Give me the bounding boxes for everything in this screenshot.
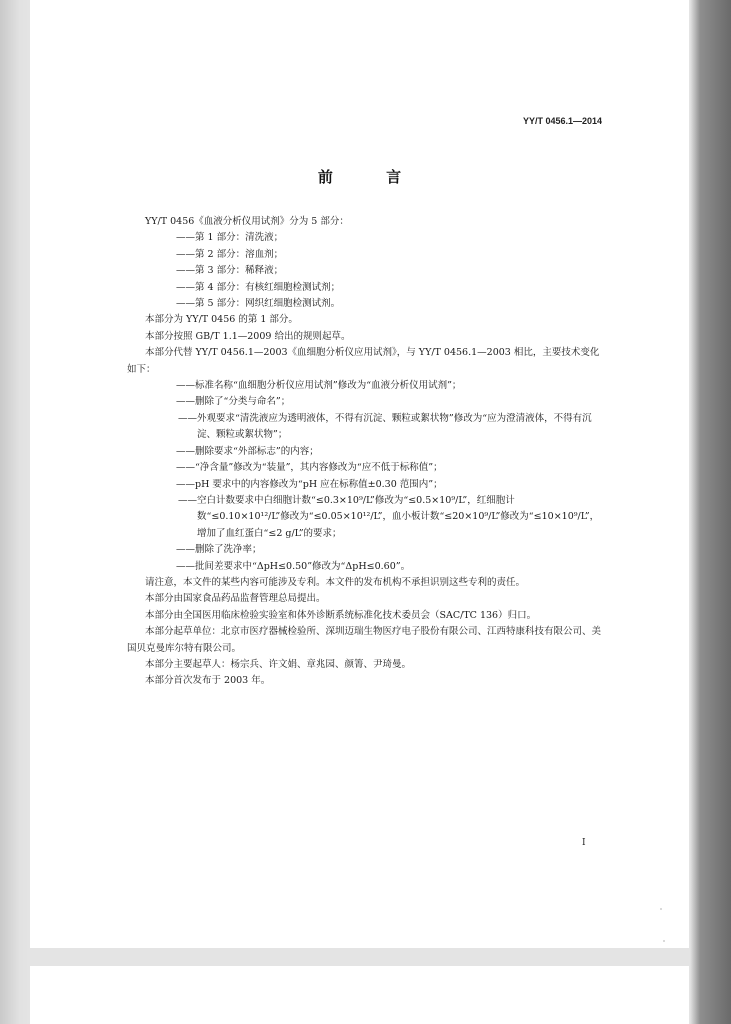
list-item: ——第 4 部分：有核红细胞检测试剂； <box>176 281 341 293</box>
list-item: ——标准名称“血细胞分析仪应用试剂”修改为“血液分析仪用试剂”； <box>176 380 462 392</box>
list-item: ——空白计数要求中白细胞计数“≤0.3×10⁹/L”修改为“≤0.5×10⁹/L”，红细胞计数“≤0.10×10¹²/L”修改为“≤0.05×10¹²/L”，血小板计数“≤20×10⁹/L”修改为“≤10×10⁹/L”，增加了血红蛋白“≤2 g/L”的要求； <box>178 494 600 539</box>
page-title: 前 言 <box>317 168 426 186</box>
body-line: 本部分由全国医用临床检验实验室和体外诊断系统标准化技术委员会（SAC/TC 136）归口。 <box>145 609 537 621</box>
body-line: 本部分主要起草人：杨宗兵、许文娟、章兆园、颜箐、尹琦曼。 <box>145 658 412 670</box>
list-item: ——删除了洗净率； <box>176 544 262 556</box>
body-line: 本部分按照 GB/T 1.1—2009 给出的规则起草。 <box>145 330 351 342</box>
list-item: ——pH 要求中的内容修改为“pH 应在标称值±0.30 范围内”； <box>176 478 443 490</box>
list-item: ——第 5 部分：网织红细胞检测试剂。 <box>176 298 341 310</box>
next-page <box>30 966 689 1024</box>
body-paragraph: 本部分起草单位：北京市医疗器械检验所、深圳迈瑞生物医疗电子股份有限公司、江西特康科技有限公司、美国贝克曼库尔特有限公司。 <box>127 626 602 654</box>
standard-code: YY/T 0456.1—2014 <box>522 116 602 126</box>
list-item: ——第 3 部分：稀释液； <box>176 265 284 277</box>
list-item: ——批间差要求中“ΔpH≤0.50”修改为“ΔpH≤0.60”。 <box>176 560 411 572</box>
list-item: ——第 2 部分：溶血剂； <box>176 248 284 260</box>
list-item: ——“净含量”修改为“装量”，其内容修改为“应不低于标称值”； <box>176 462 443 474</box>
body-line: 本部分由国家食品药品监督管理总局提出。 <box>145 593 326 605</box>
list-item: ——删除要求“外部标志”的内容； <box>176 445 319 457</box>
list-item: ——第 1 部分：清洗液； <box>176 232 284 244</box>
body-paragraph: 本部分代替 YY/T 0456.1—2003《血细胞分析仪应用试剂》，与 YY/T 0456.1—2003 相比，主要技术变化如下： <box>127 347 600 375</box>
scan-speck <box>660 908 662 910</box>
document-page <box>30 0 689 948</box>
body-line: 本部分首次发布于 2003 年。 <box>145 675 271 687</box>
body-line: 请注意，本文件的某些内容可能涉及专利。本文件的发布机构不承担识别这些专利的责任。 <box>145 576 526 588</box>
list-item: ——删除了“分类与命名”； <box>176 396 291 408</box>
scan-speck <box>663 940 665 942</box>
document-body <box>127 214 602 690</box>
list-item: ——外观要求“清洗液应为透明液体，不得有沉淀、颗粒或絮状物”修改为“应为澄清液体，不得有沉淀、颗粒或絮状物”； <box>178 412 592 441</box>
body-line: 本部分为 YY/T 0456 的第 1 部分。 <box>145 314 298 326</box>
page-number: I <box>582 838 586 848</box>
body-line: YY/T 0456《血液分析仪用试剂》分为 5 部分： <box>145 216 349 227</box>
